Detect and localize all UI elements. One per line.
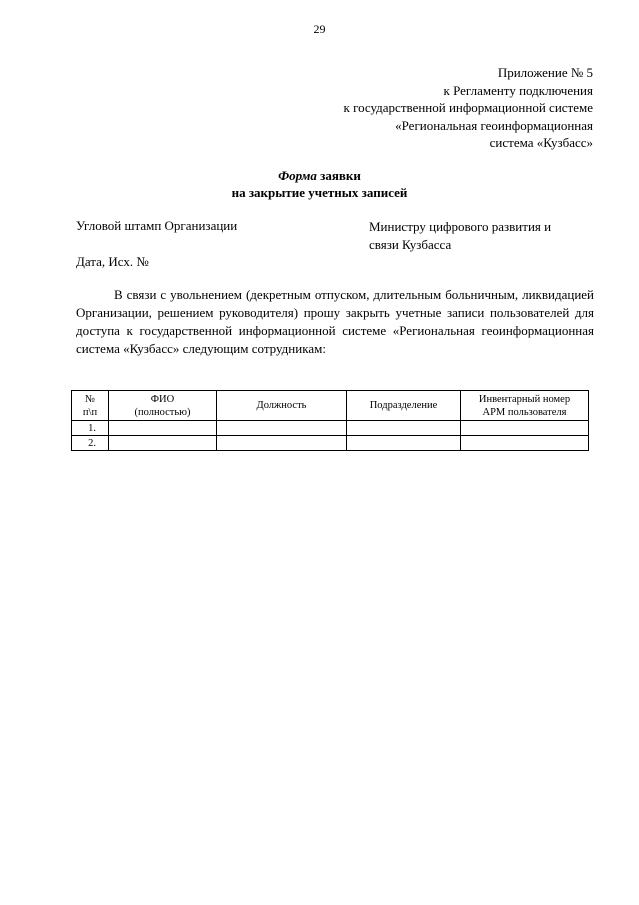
- cell-fio: [109, 421, 217, 436]
- table-row: [72, 436, 589, 451]
- table-row: [72, 421, 589, 436]
- form-title-line-2: на закрытие учетных записей: [231, 185, 408, 200]
- cell-division: [347, 421, 461, 436]
- appendix-line: Приложение № 5: [497, 65, 593, 80]
- header-fio-line-2: (полностью): [134, 406, 191, 418]
- header-division: Подразделение: [347, 391, 461, 421]
- header-inventory-line-2: АРМ пользователя: [482, 406, 567, 418]
- header-num-line-1: №: [84, 393, 96, 405]
- header-num: [72, 391, 109, 421]
- header-position: Должность: [217, 391, 347, 421]
- header-fio: [109, 391, 217, 421]
- appendix-line: «Региональная геоинформационная: [395, 117, 593, 133]
- form-title: [0, 167, 639, 201]
- form-title-line-1: [0, 167, 639, 184]
- cell-inventory: [461, 421, 589, 436]
- stamp-label: Угловой штамп Организации: [76, 218, 238, 233]
- appendix-line: к государственной информационной системе: [343, 100, 593, 115]
- addressee-line-1: Министру цифрового развития и: [369, 219, 552, 234]
- addressee-line-2: связи Кузбасса: [369, 237, 452, 252]
- cell-inventory: [461, 436, 589, 451]
- appendix-header: [344, 64, 594, 152]
- addressee: [369, 218, 551, 254]
- date-label: Дата, Исх. №: [76, 254, 149, 269]
- header-num-line-2: п\п: [82, 406, 98, 418]
- header-inventory: [461, 391, 589, 421]
- row-number: 2.: [72, 436, 109, 451]
- appendix-line: к Регламенту подключения: [443, 82, 593, 98]
- row-number: 1.: [72, 421, 109, 436]
- cell-division: [347, 436, 461, 451]
- cell-position: [217, 421, 347, 436]
- header-fio-line-1: ФИО: [150, 393, 175, 405]
- cell-position: [217, 436, 347, 451]
- body-paragraph: В связи с увольнением (декретным отпуском, длительным больничным, ликвидацией Организации, решением руководителя) прошу закрыть учетные записи пользователей для доступа к государственной информационной системе «Региональная геоинформационная система «Кузбасс» следующим сотрудникам:: [76, 287, 594, 356]
- accounts-table: [71, 390, 589, 451]
- form-title-italic: Форма: [278, 168, 317, 183]
- form-title-rest: заявки: [316, 168, 361, 183]
- appendix-line: система «Кузбасс»: [489, 135, 593, 150]
- table-header-row: [72, 391, 589, 421]
- header-inventory-line-1: Инвентарный номер: [478, 393, 571, 405]
- page-number: 29: [313, 22, 326, 36]
- cell-fio: [109, 436, 217, 451]
